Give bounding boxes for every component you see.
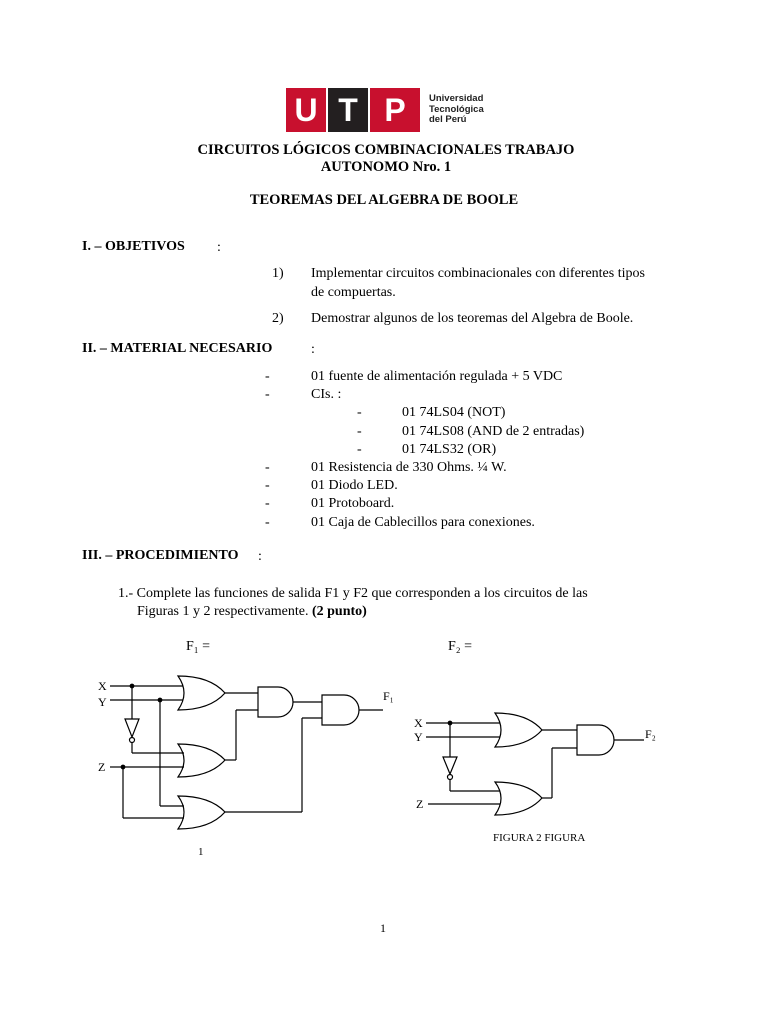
material-item-4: 01 Diodo LED. (311, 478, 398, 493)
document-subtitle: TEOREMAS DEL ALGEBRA DE BOOLE (249, 192, 519, 208)
logo-letter-t: T (328, 88, 368, 132)
fig1-input-z: Z (98, 760, 106, 774)
f2-expression-label: F₂ = (448, 639, 473, 654)
fig2-input-y: Y (414, 730, 423, 744)
material-dash: - (265, 369, 270, 384)
section-procedimiento-heading: III. – PROCEDIMIENTO (82, 548, 239, 563)
step-1-line-1: 1.- Complete las funciones de salida F1 y F2 que corresponden a los circuitos de las (118, 586, 588, 601)
material-item-1: 01 fuente de alimentación regulada + 5 VDC (311, 369, 563, 384)
fig2-or-gate-2 (495, 782, 542, 815)
f1-expression-label: F₁ = (186, 639, 211, 654)
objetivo-1-text-line-2: de compuertas. (311, 285, 396, 300)
fig2-input-z: Z (416, 797, 424, 811)
objetivo-1-text-line-1: Implementar circuitos combinacionales con diferentes tipos (311, 266, 645, 281)
fig1-and-gate-1 (258, 687, 293, 717)
step-1-text: Figuras 1 y 2 respectivamente. (137, 604, 309, 619)
logo-letter-u: U (286, 88, 326, 132)
fig1-output-label: F₁ (383, 689, 394, 703)
material-item-2: CIs. : (311, 387, 342, 402)
fig2-input-x: X (414, 716, 423, 730)
material-dash: - (265, 478, 270, 493)
section-material-heading: II. – MATERIAL NECESARIO (82, 341, 273, 356)
logo-line-1: Universidad (429, 93, 484, 104)
figure-1-circuit (98, 676, 394, 829)
section-procedimiento-colon: : (258, 549, 262, 564)
material-item-3: 01 Resistencia de 330 Ohms. ¼ W. (311, 460, 507, 475)
page-number: 1 (380, 921, 386, 935)
logo-letter-p: P (370, 88, 420, 132)
material-item-5: 01 Protoboard. (311, 496, 395, 511)
material-dash: - (265, 515, 270, 530)
fig2-not-gate (443, 757, 457, 774)
document-title-line-2: AUTONOMO Nro. 1 (320, 159, 452, 175)
figure-2-caption: FIGURA 2 FIGURA (493, 832, 586, 844)
logo-line-3: del Perú (429, 114, 467, 125)
fig1-input-x: X (98, 679, 107, 693)
fig1-not-gate (125, 719, 139, 737)
material-subitem-3: 01 74LS32 (OR) (402, 442, 497, 457)
material-dash: - (265, 460, 270, 475)
logo-line-2: Tecnológica (429, 103, 484, 115)
material-dash: - (265, 387, 270, 402)
objetivo-1-number: 1) (272, 266, 284, 281)
objetivo-2-number: 2) (272, 311, 284, 326)
step-1-points: (2 punto) (311, 604, 367, 619)
section-material-colon: : (311, 342, 315, 357)
material-dash: - (357, 442, 362, 457)
fig2-or-gate-1 (495, 713, 542, 747)
figure-1-caption: 1 (198, 846, 204, 858)
section-objetivos-heading: I. – OBJETIVOS (82, 239, 185, 254)
material-item-6: 01 Caja de Cablecillos para conexiones. (311, 515, 535, 530)
material-dash: - (357, 424, 362, 439)
material-subitem-1: 01 74LS04 (NOT) (402, 405, 506, 420)
figure-2-circuit (414, 713, 656, 815)
objetivo-2-text: Demostrar algunos de los teoremas del Algebra de Boole. (311, 311, 634, 326)
fig1-input-y: Y (98, 695, 107, 709)
fig1-or-gate-3 (178, 796, 225, 829)
fig2-output-label: F₂ (645, 727, 656, 741)
material-dash: - (265, 496, 270, 511)
material-dash: - (357, 405, 362, 420)
fig1-or-gate-2 (178, 744, 225, 777)
material-subitem-2: 01 74LS08 (AND de 2 entradas) (402, 424, 585, 439)
fig2-and-gate (577, 725, 614, 755)
fig1-or-gate-1 (178, 676, 225, 710)
document-title-line-1: CIRCUITOS LÓGICOS COMBINACIONALES TRABAJO (197, 142, 575, 158)
fig1-and-gate-2 (322, 695, 359, 725)
section-objetivos-colon: : (217, 240, 221, 255)
